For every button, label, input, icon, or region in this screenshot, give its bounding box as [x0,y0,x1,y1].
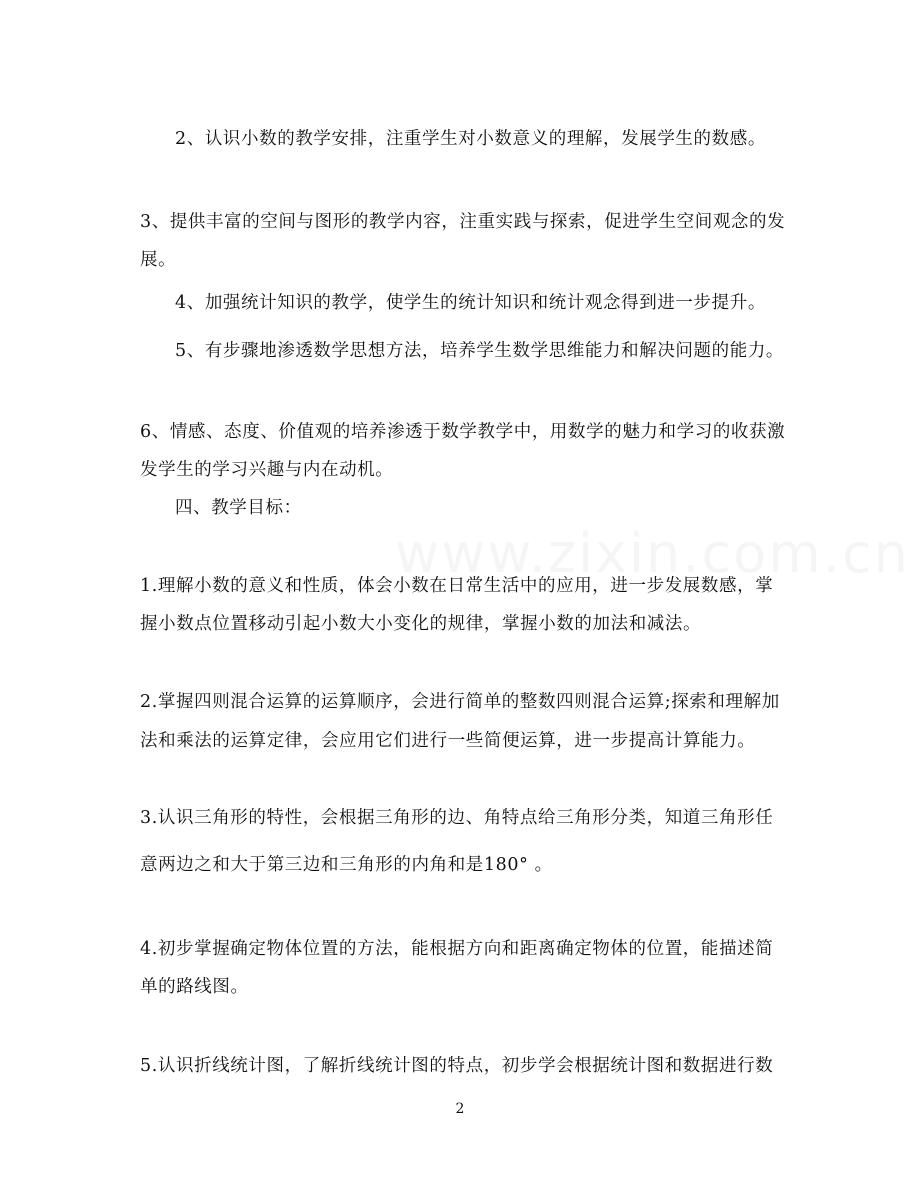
page-number: 2 [455,1101,465,1117]
paragraph-line: 1.理解小数的意义和性质，体会小数在日常生活中的应用，进一步发展数感，掌 [140,576,774,596]
paragraph-line: 5.认识折线统计图，了解折线统计图的特点，初步学会根据统计图和数据进行数 [140,1056,774,1076]
paragraph-line: 4、加强统计知识的教学，使学生的统计知识和统计观念得到进一步提升。 [175,293,766,313]
paragraph-line: 单的路线图。 [140,977,249,997]
paragraph-line: 展。 [140,250,177,270]
paragraph-line: 4.初步掌握确定物体位置的方法，能根据方向和距离确定物体的位置，能描述简 [140,939,774,959]
paragraph-line: 法和乘法的运算定律，会应用它们进行一些简便运算，进一步提高计算能力。 [140,731,756,751]
paragraph-line: 6、情感、态度、价值观的培养渗透于数学教学中，用数学的魅力和学习的收获激 [140,422,786,442]
paragraph-line: 发学生的学习兴趣与内在动机。 [140,460,394,480]
paragraph-line: 2.掌握四则混合运算的运算顺序，会进行简单的整数四则混合运算;探索和理解加 [140,692,780,712]
paragraph-line: 握小数点位置移动引起小数大小变化的规律，掌握小数的加法和减法。 [140,614,702,634]
paragraph-line: 意两边之和大于第三边和三角形的内角和是180° 。 [140,855,553,875]
paragraph-line: 2、认识小数的教学安排，注重学生对小数意义的理解，发展学生的数感。 [175,129,766,149]
paragraph-line: 5、有步骤地渗透数学思想方法，培养学生数学思维能力和解决问题的能力。 [175,341,785,361]
section-heading: 四、教学目标： [175,498,302,518]
paragraph-line: 3.认识三角形的特性，会根据三角形的边、角特点给三角形分类，知道三角形任 [140,808,774,828]
paragraph-line: 3、提供丰富的空间与图形的教学内容，注重实践与探索，促进学生空间观念的发 [140,212,786,232]
